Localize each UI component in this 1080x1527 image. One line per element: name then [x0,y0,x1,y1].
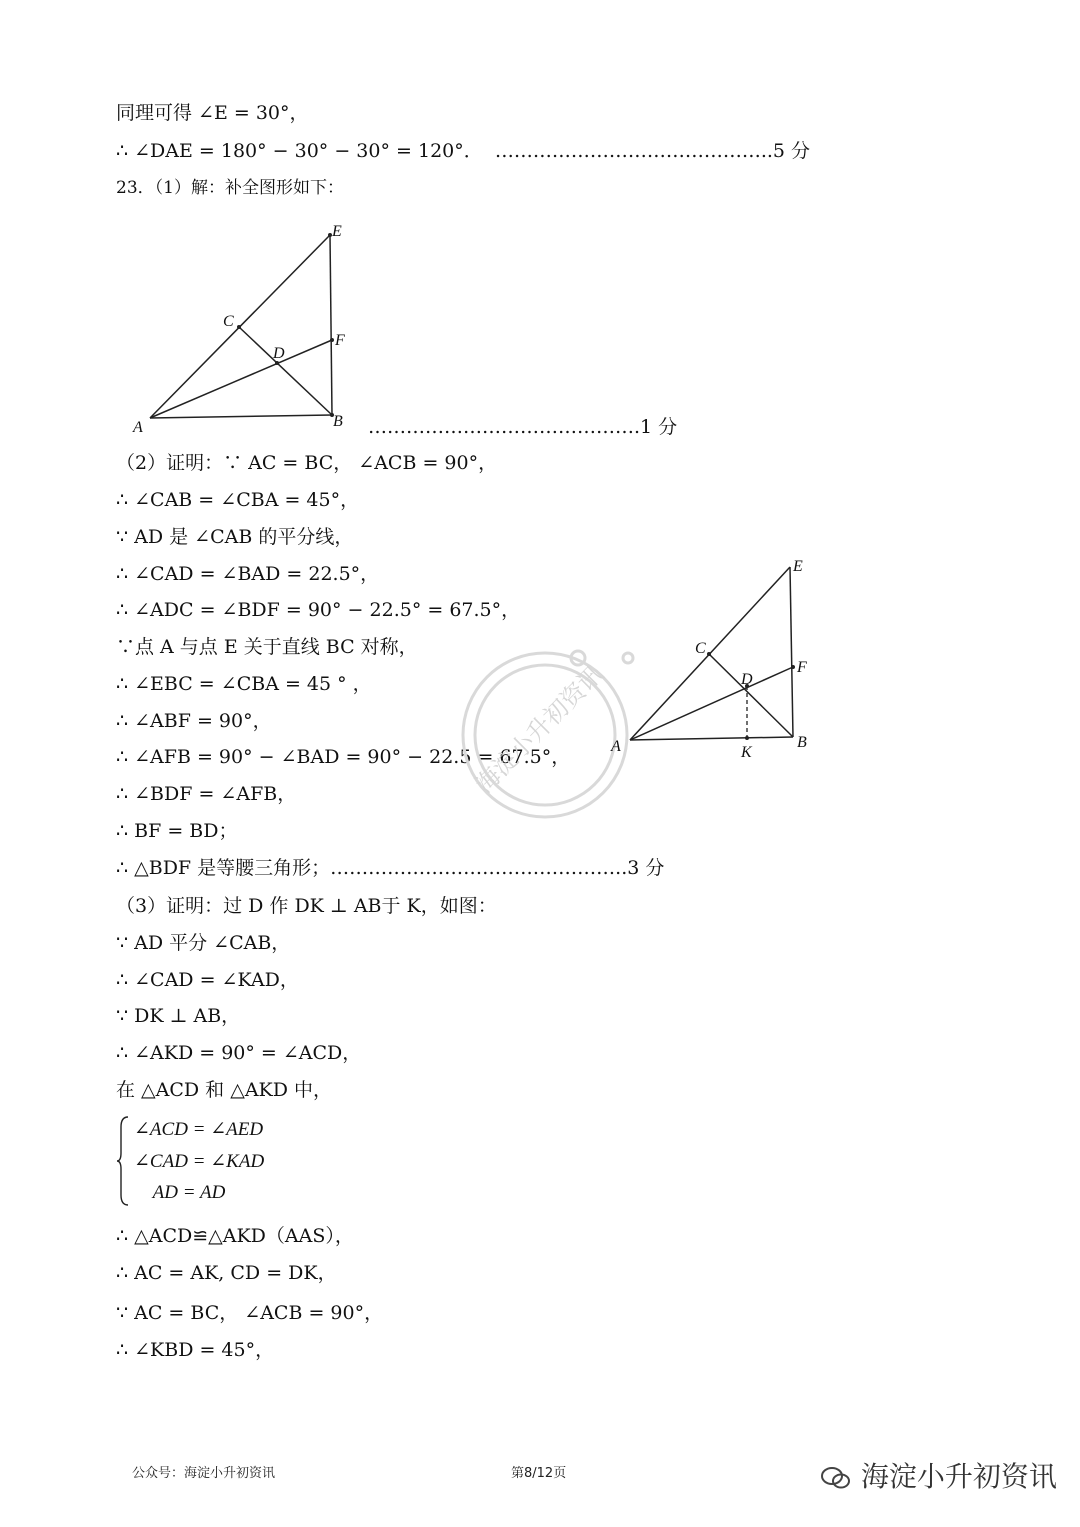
system-line: AD = AD [134,1182,226,1203]
system-line: ∠CAD = ∠KAD [134,1151,265,1172]
score-line: …………………………………….1 分 [368,416,678,438]
fig1-label-f: F [335,332,345,349]
fig2-label-b: B [797,734,807,751]
fig1-label-d: D [273,345,285,362]
fig2-label-c: C [695,640,706,657]
text-line: ∴ ∠DAE = 180° − 30° − 30° = 120°． ……………………………………..5 分 [116,140,811,162]
fig2-label-e: E [793,558,803,575]
text-line: ∵ AD 平分 ∠CAB， [116,932,291,954]
text-line: 23．（1）解：补全图形如下： [116,178,344,198]
text-line: ∴ ∠ABF = 90°， [116,710,272,732]
text-line: ∵点 A 与点 E 关于直线 BC 对称， [116,636,418,658]
fig2-label-k: K [741,744,752,761]
text-line: ∴ ∠EBC = ∠CBA = 45 ° ， [116,673,372,695]
fig1-label-c: C [223,313,234,330]
logo-text: 海淀小升初资讯 [860,1460,1057,1493]
fig1-label-b: B [333,413,343,430]
text-line: 同理可得 ∠E = 30°， [116,102,309,124]
text-line: ∵ DK ⊥ AB， [116,1005,241,1027]
text-line: ∴ ∠AKD = 90° = ∠ACD， [116,1042,362,1064]
fig2-label-d: D [741,671,753,688]
page-number: 第8/12页 [511,1466,567,1481]
text-line: （2）证明：∵ AC = BC， ∠ACB = 90°， [116,452,498,474]
footer-left: 公众号：海淀小升初资讯 [132,1466,276,1481]
system-line: ∠ACD = ∠AED [134,1119,264,1140]
text-line: ∴ ∠CAD = ∠BAD = 22.5°， [116,563,380,585]
text-line: ∴ ∠KBD = 45°， [116,1339,275,1361]
footer-logo [820,1455,1057,1495]
fig2-label-a: A [611,738,621,755]
text-line: ∴ ∠CAD = ∠KAD， [116,969,299,991]
watermark-text: 海淀小升初资讯 [470,660,609,799]
geometry-figure-1 [125,215,365,440]
text-line: ∴ ∠CAB = ∠CBA = 45°， [116,489,360,511]
text-line: ∴ ∠BDF = ∠AFB， [116,783,297,805]
text-line: ∴ AC = AK, CD = DK， [116,1262,337,1284]
text-line: ∴ ∠AFB = 90° − ∠BAD = 90° − 22.5 = 67.5°， [116,746,571,768]
fig2-label-f: F [797,659,807,676]
fig1-label-e: E [332,223,342,240]
brace-icon [116,1115,130,1207]
text-line: ∵ AC = BC， ∠ACB = 90°， [116,1302,384,1324]
text-line: ∴ △BDF 是等腰三角形；………………………………………..3 分 [116,857,665,879]
geometry-figure-2 [605,555,825,770]
text-line: （3）证明：过 D 作 DK ⊥ AB于 K，如图： [116,895,497,917]
text-line: ∴ ∠ADC = ∠BDF = 90° − 22.5° = 67.5°， [116,599,521,621]
fig1-label-a: A [133,419,143,436]
text-line: ∴ BF = BD； [116,820,238,842]
wechat-icon [820,1465,852,1491]
text-line: 在 △ACD 和 △AKD 中， [116,1079,333,1101]
text-line: ∴ △ACD≌△AKD（AAS）， [116,1225,354,1247]
text-line: ∵ AD 是 ∠CAB 的平分线， [116,526,354,548]
